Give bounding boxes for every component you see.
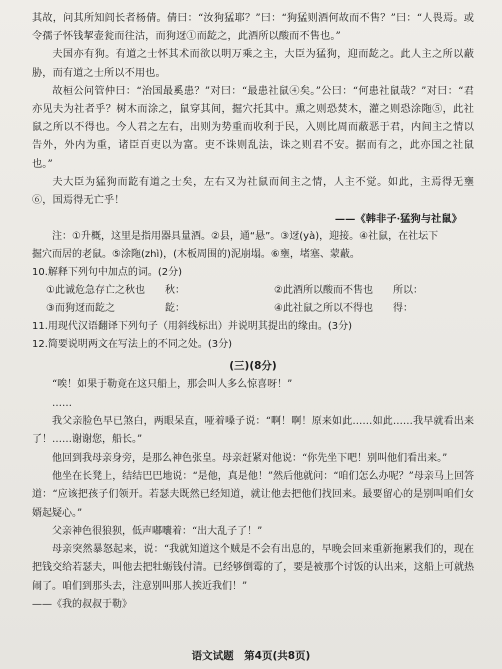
- notes-line-2: 掘穴而居的老鼠。⑤涂陁(zhì)，(木板周围的)泥崩塌。⑥壅，堵塞、蒙蔽。: [32, 249, 360, 261]
- story-paragraph-4: 他坐在长凳上，结结巴巴地说：“是他，真是他！”然后他就问：“咱们怎么办呢？”母亲马上回答道：“应该把孩子们领开。若瑟夫既然已经知道，就让他去把他们找回来。最要留心的是别叫咱们女婿起疑心。”: [32, 470, 474, 519]
- option-4: ④此社鼠之所以不得也 得：: [274, 303, 413, 315]
- story-source: ——《我的叔叔于勒》: [32, 599, 132, 610]
- passage-paragraph-4: 夫大臣为猛狗而龁有道之士矣，左右又为社鼠而间主之情，人主不觉。如此，主焉得无壅⑥，国焉得无亡乎！: [32, 176, 474, 207]
- option-2: ②此酒所以酸而不售也 所以：: [274, 285, 423, 297]
- option-3: ③而狗迓而龁之 龁：: [46, 303, 185, 315]
- story-paragraph-3: 他回到我母亲身旁，是那么神色张皇。母亲赶紧对他说：“你先坐下吧！别叫他们看出来。”: [52, 452, 448, 464]
- section-heading: (三)(8分): [229, 360, 277, 373]
- page-footer: 语文试题 第4页(共8页): [191, 650, 311, 662]
- question-11: 11.用现代汉语翻译下列句子（用斜线标出）并说明其提出的缘由。(3分): [32, 321, 353, 333]
- passage-opening-line: 其故，问其所知闾长者杨倩。倩曰：“汝狗猛耶？”曰：“狗猛则酒何故而不售？”曰：“人畏焉。或令孺子怀钱挈壶瓮而往沽，而狗迓①而龁之，此酒所以酸而不售也。”: [32, 13, 474, 43]
- story-paragraph-5: 父亲神色很狼狈，低声嘟囔着：“出大乱子了！”: [52, 525, 263, 537]
- story-paragraph-2: 我父亲脸色早已煞白，两眼呆直，哑着嗓子说：“啊！啊！原来如此……如此……我早就看出来了！……谢谢您，船长。”: [32, 416, 474, 446]
- option-1: ①此诚危急存亡之秋也 秋：: [46, 285, 185, 297]
- passage-source: ——《韩非子·猛狗与社鼠》: [334, 213, 462, 226]
- story-ellipsis: ……: [52, 397, 72, 409]
- question-10: 10.解释下列句中加点的词。(2分): [32, 267, 183, 279]
- notes-line-1: 注：①升概，这里是指用器具量酒。②县，通“悬”。③迓(yà)，迎接。④社鼠，在社坛下: [52, 231, 439, 243]
- question-10-options-row-1: [32, 282, 474, 300]
- story-paragraph-6: 母亲突然暴怒起来，说：“我就知道这个贼是不会有出息的，早晚会回来重新拖累我们的，现在把钱交给若瑟夫，叫他去把牡蛎钱付清。已经够倒霉的了，要是被那个讨饭的认出来，这船上可就热闹了。咱们到那头去，注意别叫那人挨近我们！”: [32, 544, 474, 592]
- question-12: 12.简要说明两文在写法上的不同之处。(3分): [32, 339, 233, 351]
- story-line-1: “唉！如果于勒竟在这只船上，那会叫人多么惊喜呀！”: [52, 379, 293, 391]
- question-10-options-row-2: [32, 300, 474, 318]
- passage-paragraph-2: 夫国亦有狗。有道之士怀其术而欲以明万乘之主，大臣为猛狗，迎而龁之。此人主之所以蔽胁，而有道之士所以不用也。: [32, 49, 474, 79]
- passage-paragraph-3: 故桓公问管仲曰：“治国最奚患？”对曰：“最患社鼠④矣。”公曰：“何患社鼠哉？”对曰：“君亦见夫为社者乎？树木而涂之，鼠穿其间，掘穴托其中。熏之则恐焚木，灌之则恐涂陁⑤，此社鼠之所以不得也。今人君之左右，出则为势重而收利于民，入则比周而蔽恶于君，内间主之情以告外，外内为重，诸臣百吏以为富。吏不诛则乱法，诛之则君不安。据而有之，此亦国之社鼠也。”: [32, 85, 474, 170]
